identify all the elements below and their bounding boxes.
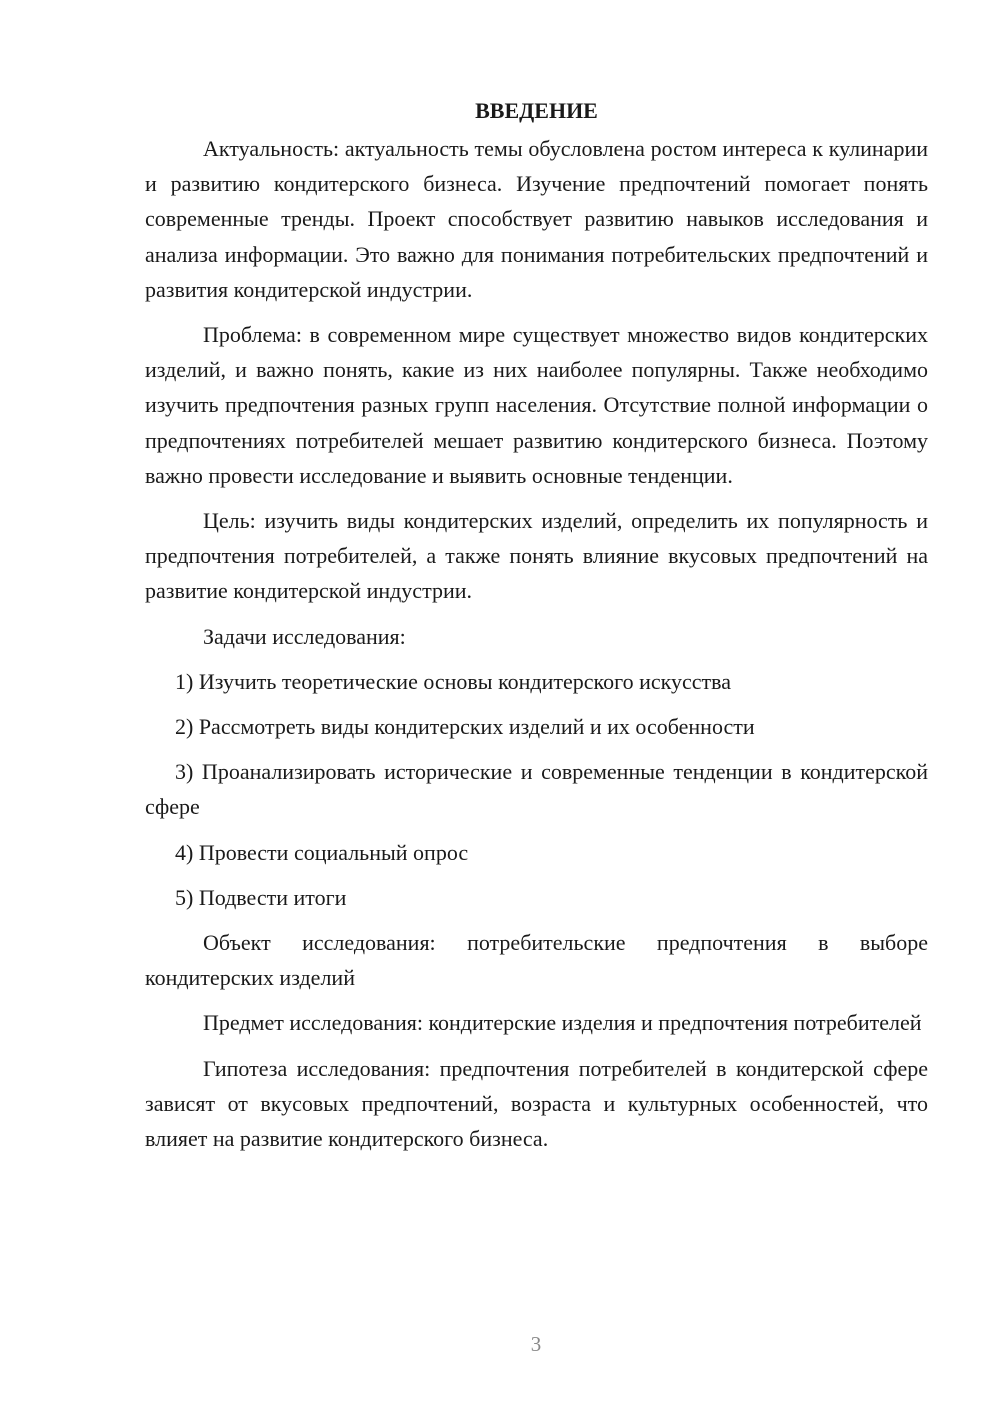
task-item: 3) Проанализировать исторические и современные тенденции в кондитерской сфере [145,759,928,820]
task-item: 5) Подвести итоги [175,884,347,910]
section-title: ВВЕДЕНИЕ [475,98,598,123]
problem-paragraph: Проблема: в современном мире существует множество видов кондитерских изделий, и важно понять, какие из них наиболее популярны. Также необходимо изучить предпочтения разных групп населения. Отсутствие полной информации о предпочтениях потребителей мешает развитию кондитерского бизнеса. Поэтому важно провести исследование и выявить основные тенденции. [145,322,928,488]
tasks-list [145,664,928,915]
relevance-paragraph: Актуальность: актуальность темы обусловлена ростом интереса к кулинарии и развитию кондитерского бизнеса. Изучение предпочтений помогает понять современные тренды. Проект способствует развитию навыков исследования и анализа информации. Это важно для понимания потребительских предпочтений и развития кондитерской индустрии. [145,136,928,302]
page-number: 3 [530,1332,542,1356]
task-item: 4) Провести социальный опрос [175,839,469,865]
subject-paragraph: Предмет исследования: кондитерские изделия и предпочтения потребителей [203,1010,922,1036]
object-paragraph: Объект исследования: потребительские предпочтения в выборе кондитерских изделий [145,930,928,991]
goal-paragraph: Цель: изучить виды кондитерских изделий, определить их популярность и предпочтения потребителей, а также понять влияние вкусовых предпочтений на развитие кондитерской индустрии. [145,508,928,604]
task-item: 1) Изучить теоретические основы кондитерского искусства [175,668,732,694]
tasks-heading: Задачи исследования: [203,623,406,649]
task-item: 2) Рассмотреть виды кондитерских изделий и их особенности [175,714,755,740]
document-page [145,95,928,1166]
hypothesis-paragraph: Гипотеза исследования: предпочтения потребителей в кондитерской сфере зависят от вкусовых предпочтений, возраста и культурных особенностей, что влияет на развитие кондитерского бизнеса. [145,1055,928,1152]
